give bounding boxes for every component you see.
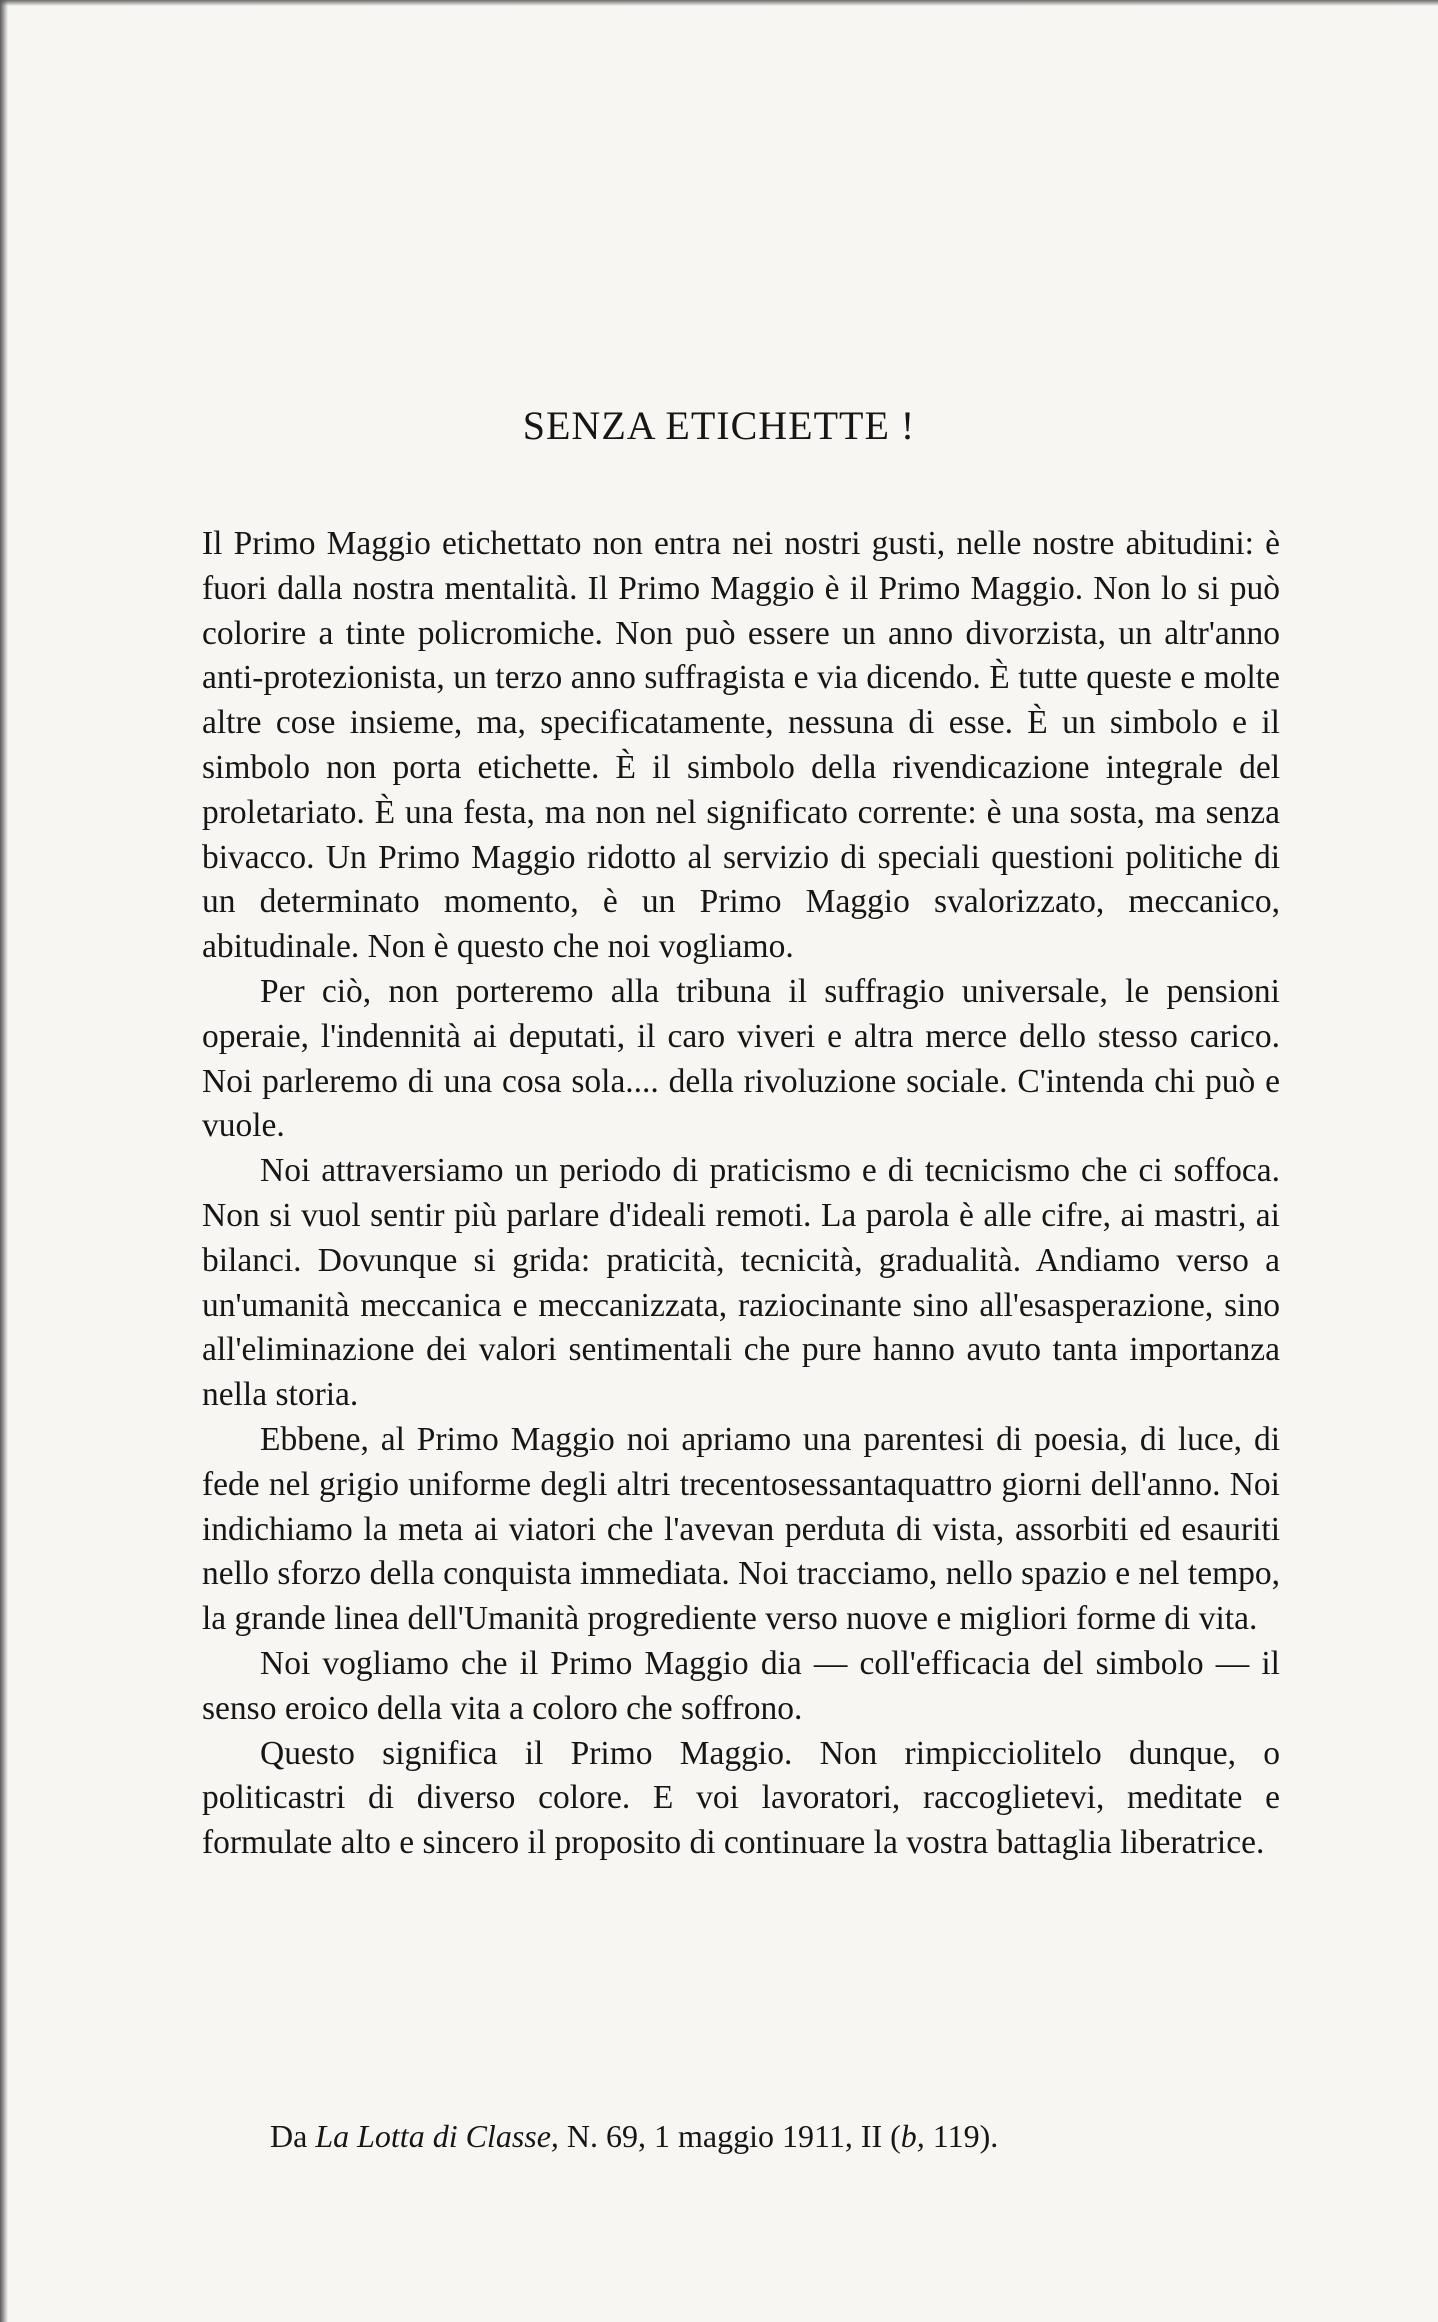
paragraph-4: Ebbene, al Primo Maggio noi apriamo una parentesi di poesia, di luce, di fede nel grigio uniforme degli altri trecentosessantaquattro giorni dell'anno. Noi indichiamo la meta ai viatori che l'avevan perduta di vista, assorbiti ed esauriti nello sforzo della conquista immediata. Noi tracciamo, nello spazio e nel tempo, la grande linea dell'Umanità progrediente verso nuove e migliori forme di vita. xyxy=(202,1420,1280,1638)
paragraph-5: Noi vogliamo che il Primo Maggio dia — coll'efficacia del simbolo — il senso eroico della vita a coloro che soffrono. xyxy=(202,1644,1280,1727)
source-citation xyxy=(270,2116,998,2156)
source-journal: La Lotta di Classe, xyxy=(315,2118,559,2154)
paragraph-2: Per ciò, non porteremo alla tribuna il suffragio universale, le pensioni operaie, l'indennità ai deputati, il caro viveri e altra merce dello stesso carico. Noi parleremo di una cosa sola.... della rivoluzione sociale. C'intenda chi può e vuole. xyxy=(202,972,1280,1145)
source-ref-rest: 119). xyxy=(924,2118,999,2154)
paragraph-3: Noi attraversiamo un periodo di praticismo e di tecnicismo che ci soffoca. Non si vuol sentir più parlare d'ideali remoti. La parola è alle cifre, ai mastri, ai bilanci. Dovunque si grida: praticità, tecnicità, gradualità. Andiamo verso a un'umanità meccanica e meccanizzata, raziocinante sino all'esasperazione, sino all'eliminazione dei valori sentimentali che pure hanno avuto tanta importanza nella storia. xyxy=(202,1152,1280,1414)
document-title: SENZA ETICHETTE ! xyxy=(522,403,916,448)
paragraph-6: Questo significa il Primo Maggio. Non rimpicciolitelo dunque, o politicastri di diverso colore. E voi lavoratori, raccoglietevi, meditate e formulate alto e sincero il proposito di continuare la vostra battaglia liberatrice. xyxy=(202,1734,1280,1862)
source-prefix: Da xyxy=(270,2118,316,2154)
source-details: N. 69, 1 maggio 1911, II ( xyxy=(558,2118,901,2154)
source-ref-letter: b, xyxy=(900,2118,925,2154)
page-top-shadow xyxy=(0,0,1438,6)
document-body xyxy=(202,522,1280,1866)
page-left-shadow xyxy=(0,0,8,2322)
paragraph-1: Il Primo Maggio etichettato non entra nei nostri gusti, nelle nostre abitudini: è fuori dalla nostra mentalità. Il Primo Maggio è il Primo Maggio. Non lo si può colorire a tinte policromiche. Non può essere un anno divorzista, un altr'anno anti-protezionista, un terzo anno suffragista e via dicendo. È tutte queste e molte altre cose insieme, ma, specificatamente, nessuna di esse. È un simbolo e il simbolo non porta etichette. È il simbolo della rivendicazione integrale del proletariato. È una festa, ma non nel significato corrente: è una sosta, ma senza bivacco. Un Primo Maggio ridotto al servizio di speciali questioni politiche di un determinato momento, è un Primo Maggio svalorizzato, meccanico, abitudinale. Non è questo che noi vogliamo. xyxy=(202,525,1280,966)
